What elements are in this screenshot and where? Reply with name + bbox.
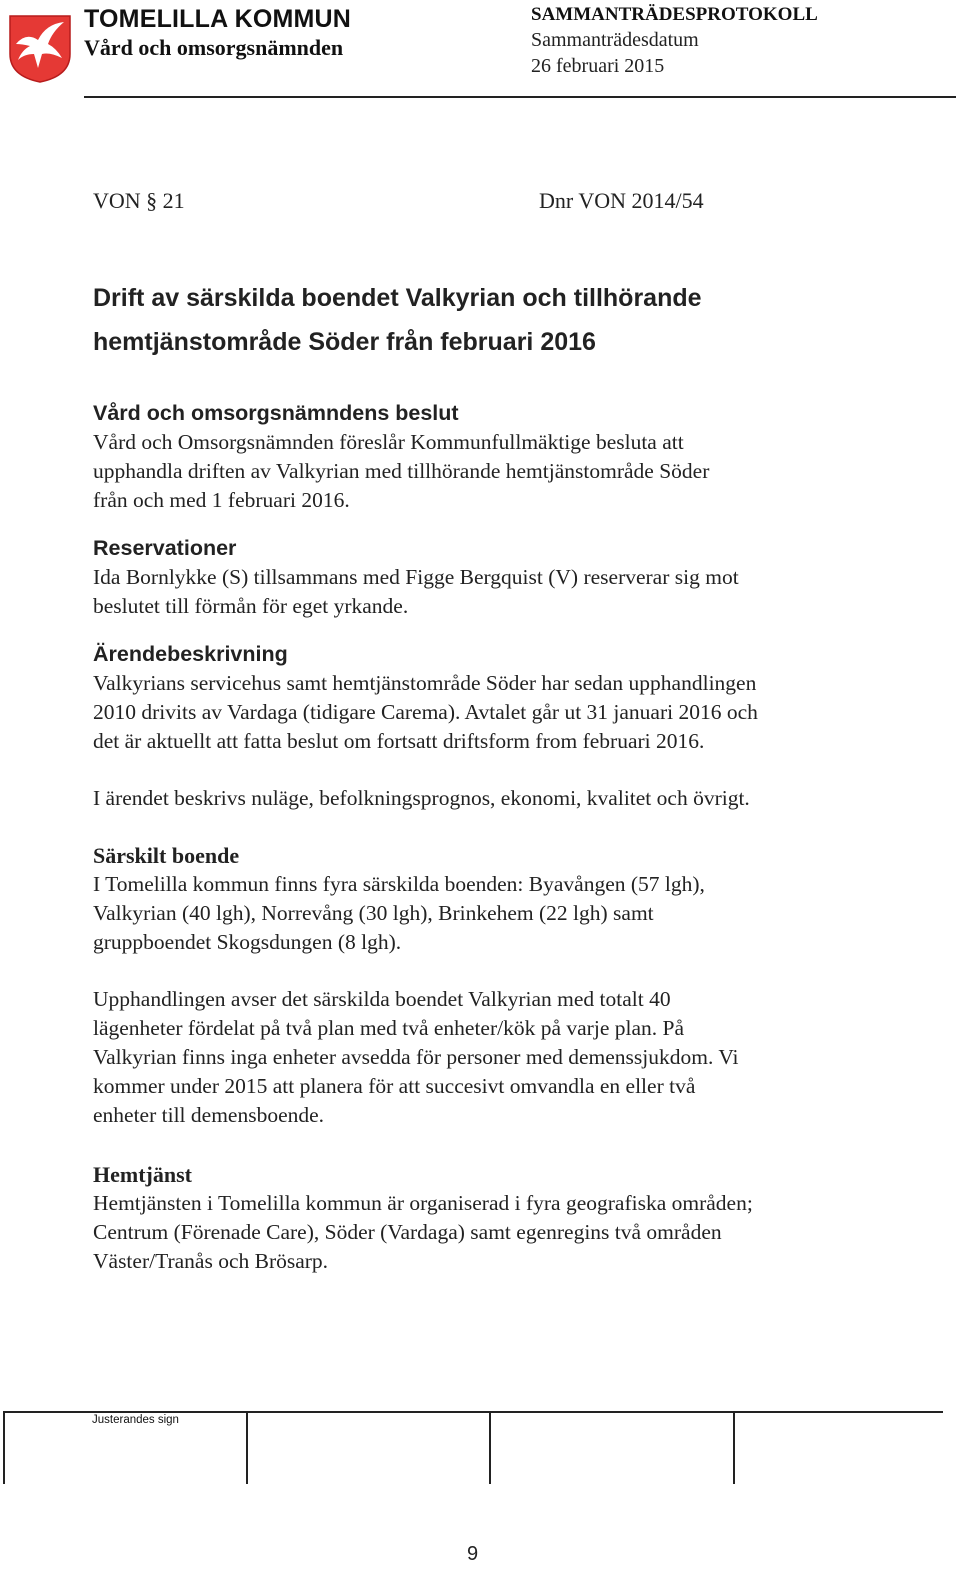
text-line: I Tomelilla kommun finns fyra särskilda boenden: Byavången (57 lgh), — [93, 872, 705, 896]
text-line: Valkyrian (40 lgh), Norrevång (30 lgh), Brinkehem (22 lgh) samt — [93, 901, 654, 925]
text-line: det är aktuellt att fatta beslut om fortsatt driftsform from februari 2016. — [93, 729, 705, 753]
subsection-heading: Hemtjänst — [93, 1162, 192, 1187]
subsection-heading: Särskilt boende — [93, 843, 240, 868]
signature-cell — [733, 1413, 735, 1484]
document-title — [93, 276, 913, 364]
paragraph-reference: VON § 21 — [93, 188, 185, 213]
text-line: upphandla driften av Valkyrian med tillhörande hemtjänstområde Söder — [93, 459, 710, 483]
coat-of-arms-bird-icon — [8, 14, 72, 84]
text-line: gruppboendet Skogsdungen (8 lgh). — [93, 930, 402, 954]
text-line: 2010 drivits av Vardaga (tidigare Carema). Avtalet går ut 31 januari 2016 och — [93, 700, 758, 724]
text-line: kommer under 2015 att planera för att succesivt omvandla en eller två — [93, 1074, 696, 1098]
section-reservations — [93, 533, 913, 621]
section-special-housing — [93, 841, 913, 1130]
text-line: Valkyrian finns inga enheter avsedda för personer med demenssjukdom. Vi — [93, 1045, 739, 1069]
municipality-name: TOMELILLA KOMMUN — [84, 5, 352, 33]
signature-label: Justerandes sign — [92, 1414, 179, 1426]
text-line: Centrum (Förenade Care), Söder (Vardaga) samt egenregins två områden — [93, 1220, 722, 1244]
signature-cell — [489, 1413, 491, 1484]
case-number: Dnr VON 2014/54 — [539, 188, 704, 213]
section-heading: Reservationer — [93, 536, 237, 560]
text-line: I ärendet beskrivs nuläge, befolkningsprognos, ekonomi, kvalitet och övrigt. — [93, 786, 750, 810]
text-line: beslutet till förmån för eget yrkande. — [93, 594, 409, 618]
text-line: Vård och Omsorgsnämnden föreslår Kommunfullmäktige besluta att — [93, 430, 684, 454]
header-right — [531, 3, 818, 79]
section-case-description — [93, 639, 913, 813]
meeting-date: 26 februari 2015 — [531, 55, 665, 77]
header-left — [84, 4, 351, 62]
text-line: lägenheter fördelat på två plan med två enheter/kök på varje plan. På — [93, 1016, 684, 1040]
title-line: Drift av särskilda boendet Valkyrian och tillhörande — [93, 284, 702, 312]
header-divider — [84, 96, 956, 98]
board-name: Vård och omsorgsnämnden — [84, 35, 344, 60]
title-line: hemtjänstområde Söder från februari 2016 — [93, 328, 596, 356]
section-heading: Ärendebeskrivning — [93, 642, 288, 666]
text-line: Upphandlingen avser det särskilda boendet Valkyrian med totalt 40 — [93, 987, 671, 1011]
text-line: Ida Bornlykke (S) tillsammans med Figge Bergquist (V) reserverar sig mot — [93, 565, 739, 589]
text-line: Hemtjänsten i Tomelilla kommun är organiserad i fyra geografiska områden; — [93, 1191, 753, 1215]
text-line: från och med 1 februari 2016. — [93, 488, 350, 512]
section-decision — [93, 398, 913, 515]
section-heading: Vård och omsorgsnämndens beslut — [93, 401, 459, 425]
text-line: enheter till demensboende. — [93, 1103, 325, 1127]
section-home-care — [93, 1160, 913, 1276]
text-line: Väster/Tranås och Brösarp. — [93, 1249, 329, 1273]
signature-cell — [246, 1413, 248, 1484]
document-type: SAMMANTRÄDESPROTOKOLL — [531, 4, 818, 25]
page-number: 9 — [466, 1543, 479, 1565]
text-line: Valkyrians servicehus samt hemtjänstområde Söder har sedan upphandlingen — [93, 671, 757, 695]
document-body — [93, 276, 913, 1276]
signature-cell — [3, 1413, 5, 1484]
meeting-date-label: Sammanträdesdatum — [531, 29, 699, 51]
